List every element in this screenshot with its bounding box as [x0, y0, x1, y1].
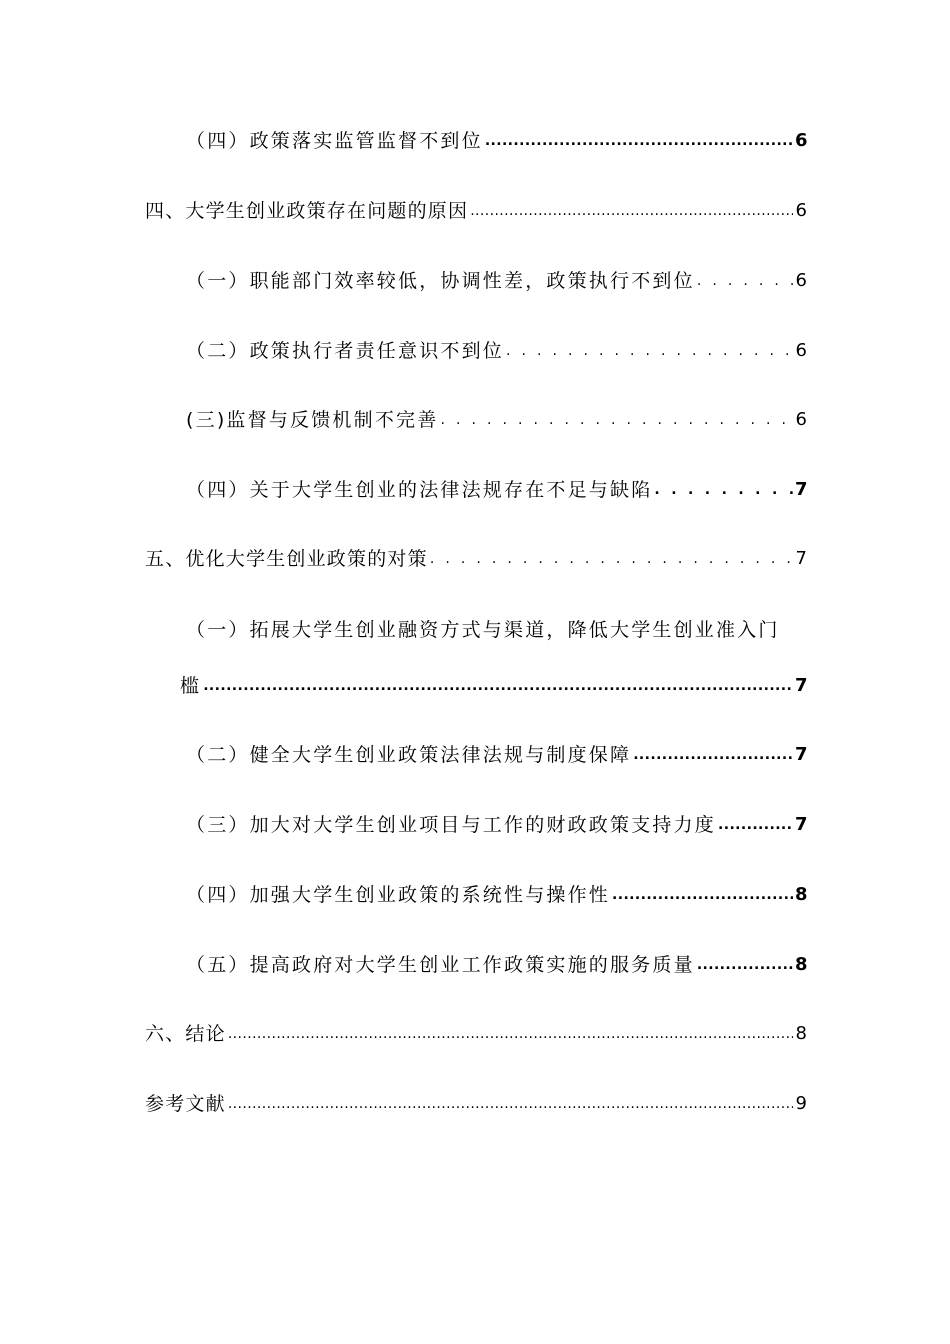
toc-entry[interactable] [145, 1021, 807, 1047]
toc-entry-page: 7 [795, 814, 808, 835]
dot-leader [633, 747, 793, 763]
dot-leader [718, 817, 793, 833]
toc-entry[interactable] [145, 198, 807, 224]
dot-leader [697, 957, 793, 973]
toc-entry[interactable] [180, 673, 807, 699]
dot-leader [430, 551, 793, 567]
toc-entry-title: （二）健全大学生创业政策法律法规与制度保障 [186, 744, 632, 766]
toc-entry-page: 7 [795, 479, 808, 500]
toc-entry-page: 7 [795, 675, 808, 696]
dot-leader [506, 343, 793, 359]
toc-entry-page: 6 [795, 130, 808, 151]
toc-entry[interactable] [186, 338, 807, 364]
toc-entry-page: 6 [795, 340, 807, 361]
dot-leader [654, 482, 793, 498]
toc-entry[interactable] [186, 952, 807, 978]
toc-entry[interactable] [186, 882, 807, 908]
toc-entry-title: 四、大学生创业政策存在问题的原因 [145, 200, 469, 222]
toc-entry-title: （一）职能部门效率较低，协调性差，政策执行不到位 [186, 270, 695, 292]
toc-entry-page: 8 [795, 954, 808, 975]
dot-leader [440, 412, 793, 428]
toc-entry-page: 8 [795, 1023, 807, 1044]
toc-entry-title: （二）政策执行者责任意识不到位 [186, 340, 505, 362]
toc-entry-title: （四）关于大学生创业的法律法规存在不足与缺陷 [186, 479, 653, 501]
dot-leader [228, 1096, 793, 1112]
toc-entry-page: 7 [795, 548, 807, 569]
toc-entry[interactable] [145, 1091, 807, 1117]
toc-entry[interactable] [145, 546, 807, 572]
toc-entry[interactable] [186, 812, 807, 838]
toc-entry-page: 7 [795, 744, 808, 765]
toc-entry[interactable] [186, 477, 807, 503]
toc-entry-page: 9 [795, 1093, 807, 1114]
dot-leader [612, 887, 793, 903]
toc-entry-title-continued: 槛 [180, 675, 202, 697]
toc-entry-title: 六、结论 [145, 1023, 226, 1045]
toc-entry-title: （三）加大对大学生创业项目与工作的财政政策支持力度 [186, 814, 717, 836]
toc-entry-title: （四）政策落实监管监督不到位 [186, 130, 483, 152]
dot-leader [228, 1026, 793, 1042]
toc-entry-title: （五）提高政府对大学生创业工作政策实施的服务质量 [186, 954, 695, 976]
toc-entry-page: 8 [795, 884, 808, 905]
toc-entry-title: (三)监督与反馈机制不完善 [186, 409, 439, 431]
dot-leader [470, 203, 793, 219]
dot-leader [697, 273, 793, 289]
toc-entry-title: 五、优化大学生创业政策的对策 [145, 548, 428, 570]
toc-entry-page: 6 [795, 200, 807, 221]
toc-entry[interactable] [186, 128, 807, 154]
toc-entry[interactable] [186, 268, 807, 294]
toc-entry[interactable] [186, 407, 807, 433]
toc-entry-page: 6 [795, 409, 807, 430]
toc-entry-page: 6 [795, 270, 807, 291]
dot-leader [485, 133, 793, 149]
toc-entry-title[interactable]: （一）拓展大学生创业融资方式与渠道，降低大学生创业准入门 [186, 619, 780, 641]
toc-entry[interactable] [186, 742, 807, 768]
dot-leader [203, 678, 793, 694]
toc-entry-title: 参考文献 [145, 1093, 226, 1115]
toc-entry-title: （四）加强大学生创业政策的系统性与操作性 [186, 884, 611, 906]
